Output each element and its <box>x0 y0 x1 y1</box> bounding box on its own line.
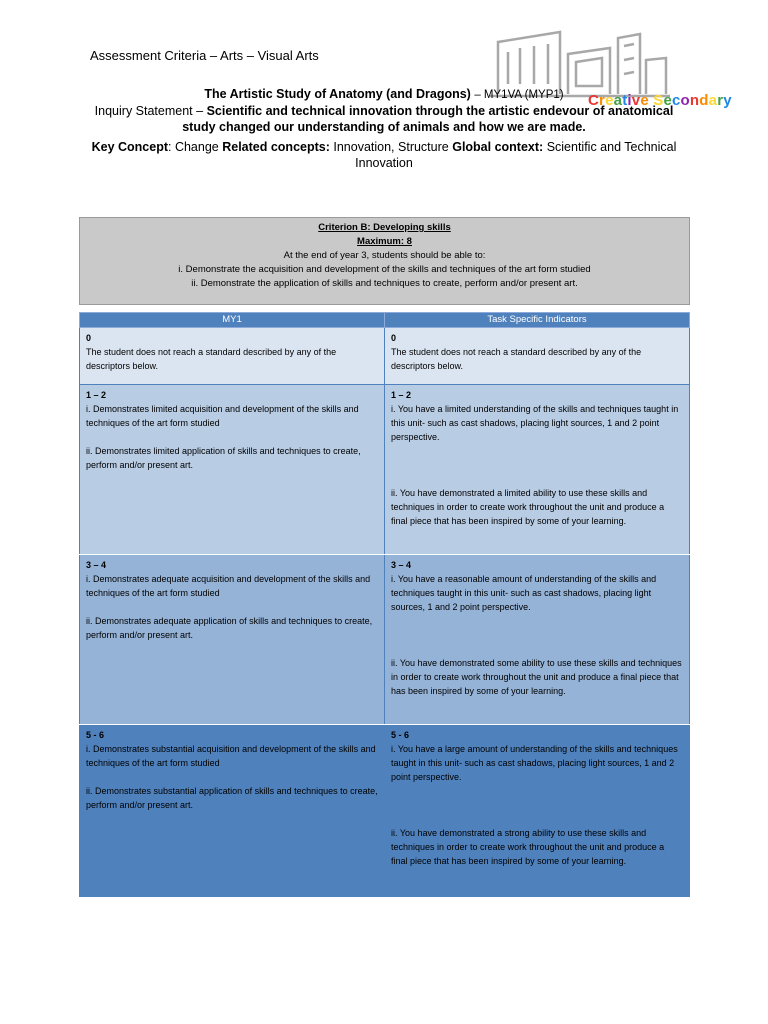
band-label: 5 - 6 <box>86 730 105 740</box>
global-context-label: Global context: <box>452 140 544 154</box>
column-header-tsi: Task Specific Indicators <box>385 313 690 328</box>
band-label: 1 – 2 <box>86 390 107 400</box>
criterion-box <box>79 217 690 305</box>
concepts-line <box>80 139 688 171</box>
indicator-text: i. You have a reasonable amount of understanding of the skills and techniques taught in this unit- such as cast shadows, placing light sources, 1 and 2 point perspective. <box>391 574 657 612</box>
related-concepts-value: Innovation, Structure <box>333 140 449 154</box>
criterion-objective-2: ii. Demonstrate the application of skills and techniques to create, perform and/or present art. <box>191 278 578 289</box>
logo-letter: i <box>627 92 632 109</box>
descriptor-text: ii. Demonstrates limited application of skills and techniques to create, perform and/or present art. <box>86 446 361 470</box>
band-label: 3 – 4 <box>86 560 107 570</box>
tsi-cell <box>385 385 690 555</box>
logo-letter: t <box>622 92 628 109</box>
criterion-maximum: Maximum: 8 <box>357 236 412 247</box>
criterion-name: Criterion B: Developing skills <box>318 222 451 233</box>
column-header-my1: MY1 <box>80 313 385 328</box>
logo-letter: n <box>689 92 700 109</box>
logo-letter: e <box>640 92 649 109</box>
logo-letter: e <box>663 92 672 109</box>
inquiry-label: Inquiry Statement – <box>94 104 204 118</box>
my1-cell <box>80 555 385 725</box>
unit-title <box>80 86 688 103</box>
tsi-cell <box>385 725 690 897</box>
table-row <box>80 725 690 897</box>
logo-letter: v <box>631 92 641 109</box>
descriptor-text: i. Demonstrates adequate acquisition and development of the skills and techniques of the art form studied <box>86 574 371 598</box>
my1-cell <box>80 328 385 385</box>
table-row <box>80 385 690 555</box>
logo-letter: a <box>613 92 623 109</box>
my1-cell <box>80 385 385 555</box>
indicator-text: ii. You have demonstrated a limited ability to use these skills and techniques in order to create work throughout the unit and produce a final piece that has been inspired by some of your learning. <box>391 488 665 526</box>
indicator-text: ii. You have demonstrated some ability to use these skills and techniques in order to create work throughout the unit and produce a final piece that has been inspired by some of your learning. <box>391 658 682 696</box>
band-label: 0 <box>391 333 397 343</box>
criterion-objective-1: i. Demonstrate the acquisition and development of the skills and techniques of the art form studied <box>178 264 591 275</box>
table-row <box>80 328 690 385</box>
descriptor-text: ii. Demonstrates adequate application of skills and techniques to create, perform and/or present art. <box>86 616 373 640</box>
indicator-text: ii. You have demonstrated a strong ability to use these skills and techniques in order to create work throughout the unit and produce a final piece that has been inspired by some of your learning. <box>391 828 665 866</box>
logo-letter: e <box>605 92 614 109</box>
indicator-text: i. You have a large amount of understanding of the skills and techniques taught in this unit- such as cast shadows, placing light sources, 1 and 2 point perspective. <box>391 744 678 782</box>
logo-letter: y <box>723 92 732 109</box>
unit-header <box>80 86 688 171</box>
logo-letter: d <box>699 92 709 109</box>
my1-cell <box>80 725 385 897</box>
table-row <box>80 555 690 725</box>
inquiry-statement <box>80 103 688 135</box>
indicator-text: The student does not reach a standard described by any of the descriptors below. <box>391 347 642 371</box>
unit-title-text: The Artistic Study of Anatomy (and Dragons) <box>204 87 471 101</box>
logo-letter: r <box>599 92 606 109</box>
key-concept-label: Key Concept <box>91 140 168 154</box>
band-label: 0 <box>86 333 92 343</box>
logo-letter: C <box>588 92 600 109</box>
rubric-header-row <box>80 313 690 328</box>
logo-letter: c <box>672 92 681 109</box>
global-context-value: Scientific and Technical Innovation <box>355 140 677 170</box>
descriptor-text: The student does not reach a standard described by any of the descriptors below. <box>86 347 337 371</box>
rubric-table <box>79 312 690 897</box>
band-label: 5 - 6 <box>391 730 410 740</box>
logo-letter: S <box>653 92 664 109</box>
criterion-intro: At the end of year 3, students should be able to: <box>283 250 486 261</box>
descriptor-text: i. Demonstrates substantial acquisition and development of the skills and techniques of the art form studied <box>86 744 376 768</box>
logo-letter: r <box>717 92 724 109</box>
descriptor-text: ii. Demonstrates substantial application of skills and techniques to create, perform and/or present art. <box>86 786 378 810</box>
inquiry-text: Scientific and technical innovation through the artistic endevour of anatomical study changed our understanding of animals and how we are made. <box>182 104 674 134</box>
key-concept-value: : Change <box>168 140 219 154</box>
unit-code: – MY1VA (MYP1) <box>474 89 564 101</box>
logo-letter: a <box>708 92 718 109</box>
tsi-cell <box>385 328 690 385</box>
logo-letter: o <box>680 92 690 109</box>
tsi-cell <box>385 555 690 725</box>
related-concepts-label: Related concepts: <box>222 140 330 154</box>
document-heading: Assessment Criteria – Arts – Visual Arts <box>90 48 319 63</box>
band-label: 3 – 4 <box>391 560 412 570</box>
descriptor-text: i. Demonstrates limited acquisition and development of the skills and techniques of the art form studied <box>86 404 359 428</box>
band-label: 1 – 2 <box>391 390 412 400</box>
indicator-text: i. You have a limited understanding of the skills and techniques taught in this unit- such as cast shadows, placing light sources, 1 and 2 point perspective. <box>391 404 679 442</box>
